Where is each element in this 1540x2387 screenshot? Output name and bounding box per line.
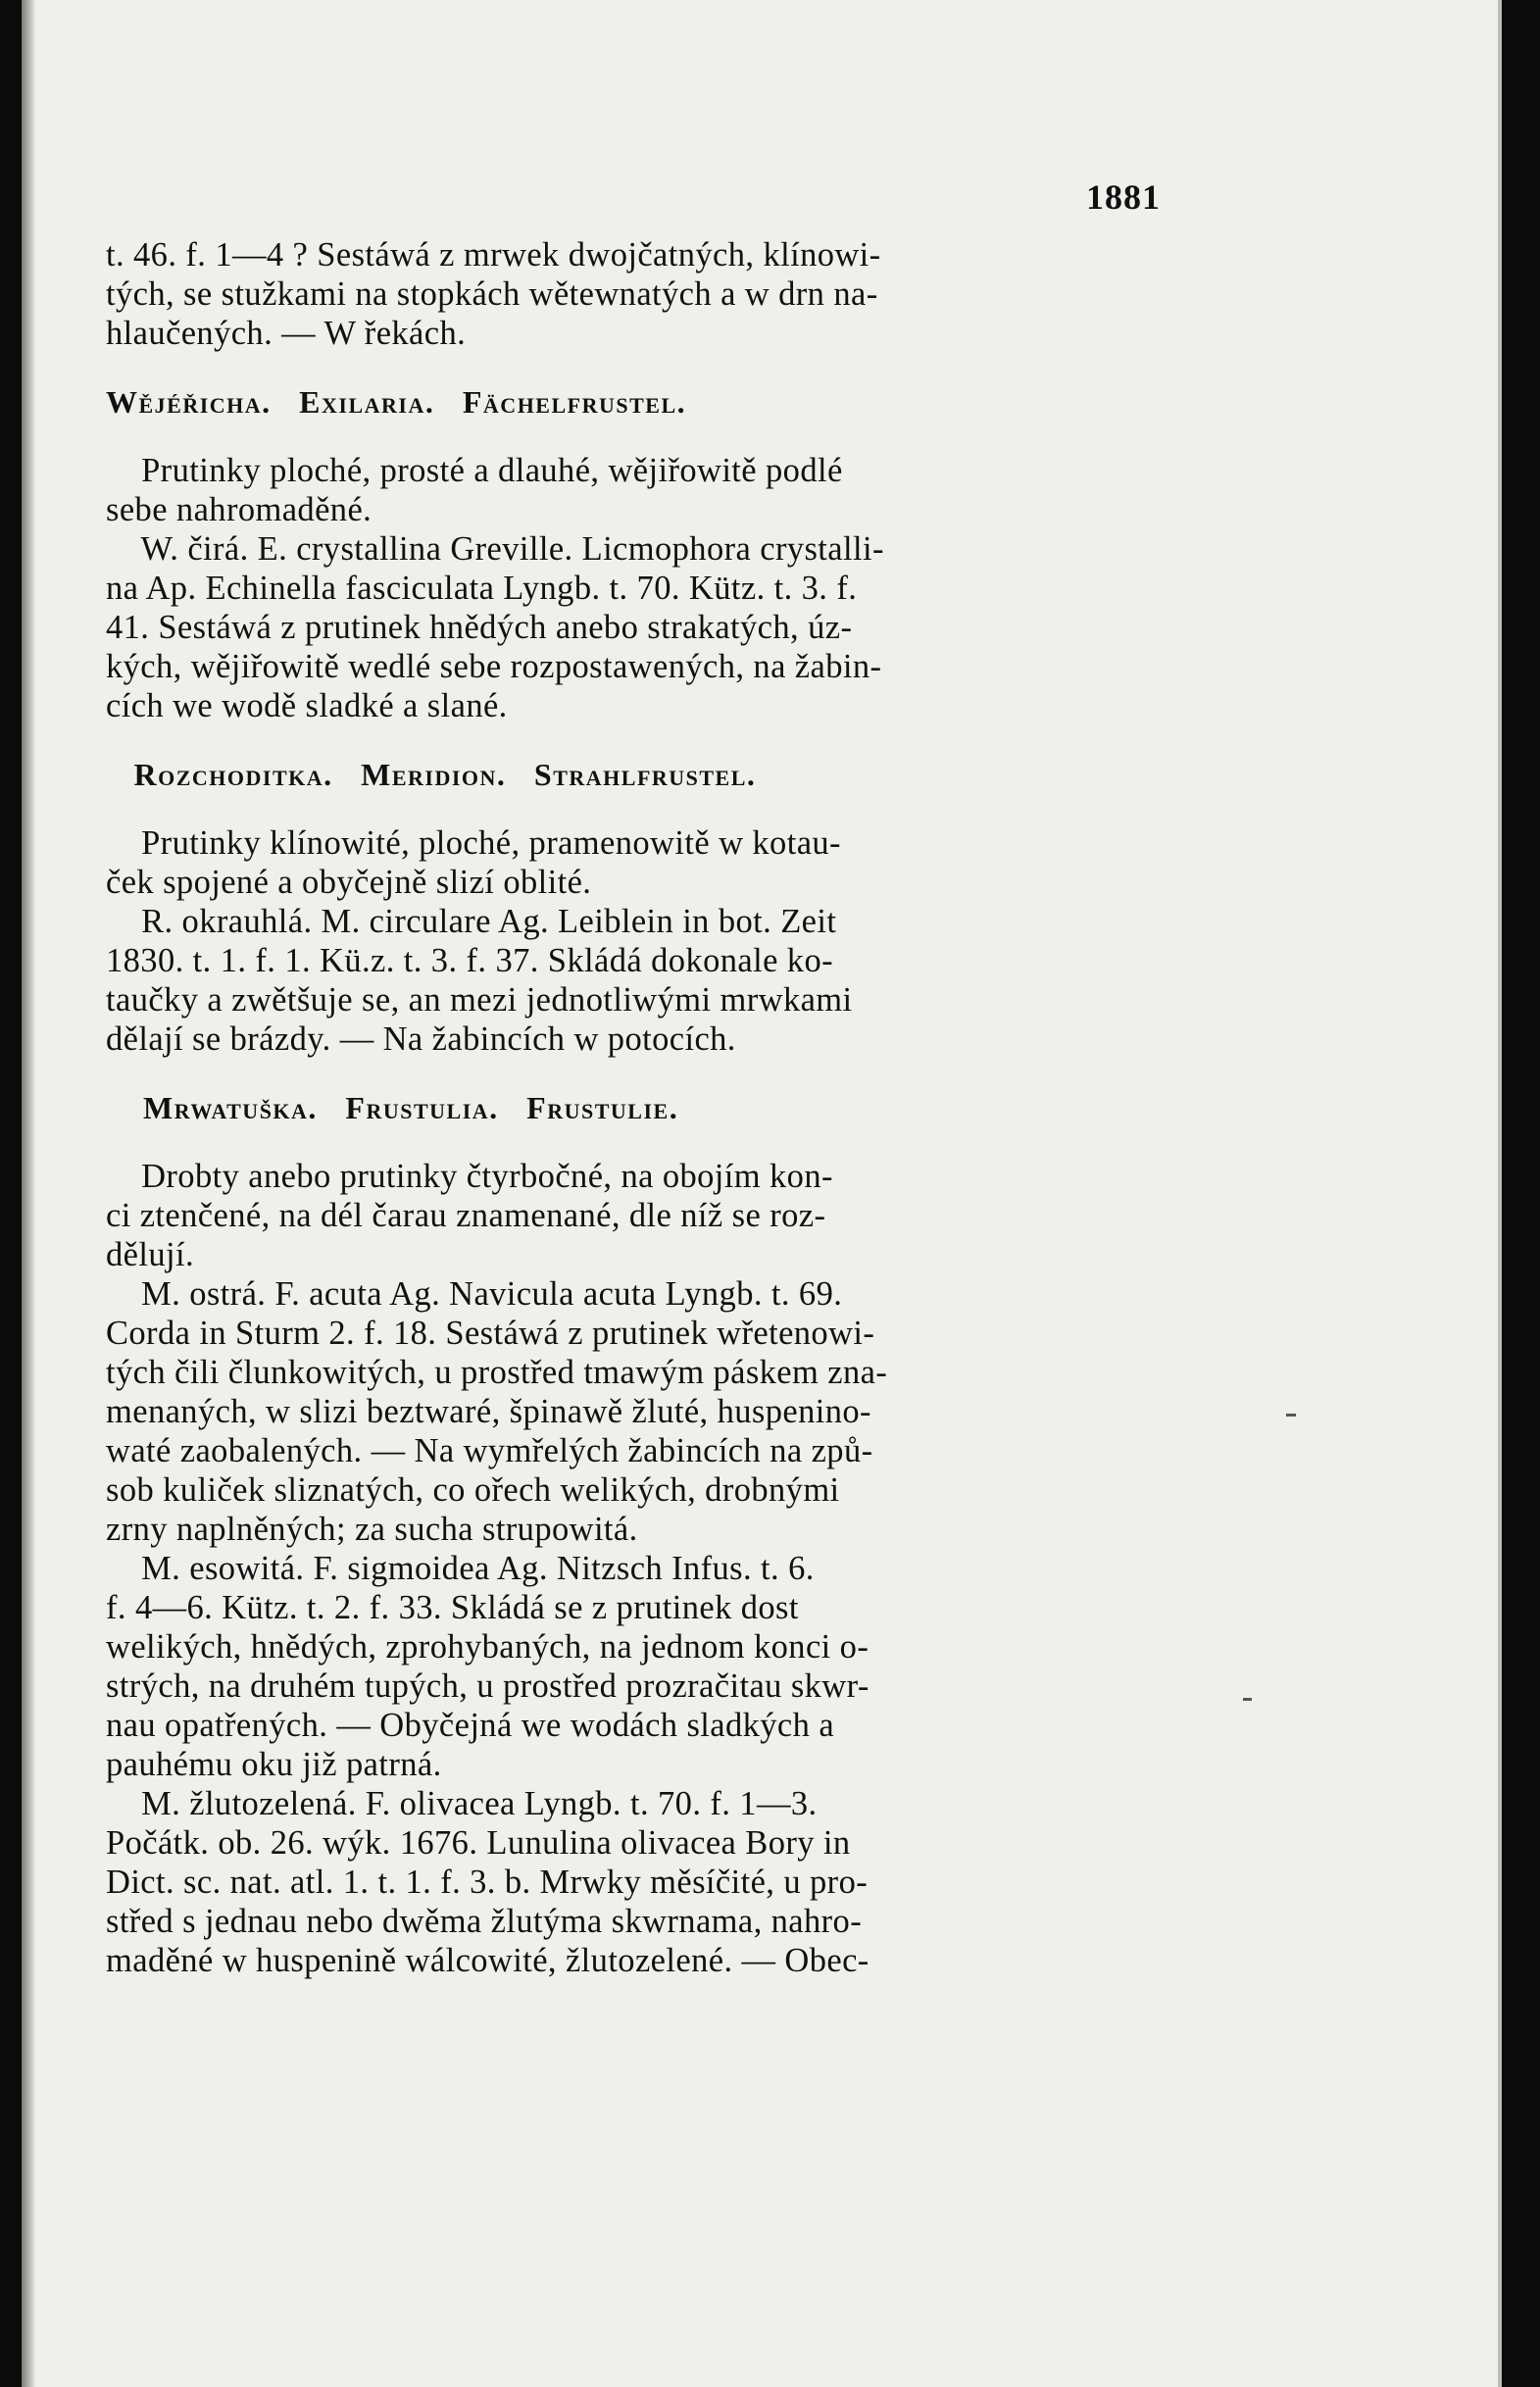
text-line: ci ztenčené, na dél čarau znamenané, dle níž se roz- <box>106 1197 826 1234</box>
text-line: welikých, hnědých, zprohybaných, na jednom konci o- <box>106 1628 869 1666</box>
text-line: taučky a zwětšuje se, an mezi jednotliwými mrwkami <box>106 981 853 1019</box>
text-line: tých, se stužkami na stopkách wětewnatých a w drn na- <box>106 275 878 313</box>
page-number: 1881 <box>1086 177 1161 217</box>
binding-shadow <box>22 0 35 2387</box>
paragraph-gap <box>106 1127 1169 1157</box>
text-line: M. žlutozelená. F. olivacea Lyngb. t. 70. f. 1—3. <box>106 1785 818 1822</box>
page-edge <box>1498 0 1502 2387</box>
paragraph-gap <box>106 725 1169 755</box>
genus-heading: Mrwatuška. Frustulia. Frustulie. <box>106 1090 679 1125</box>
paragraph-gap <box>106 794 1169 823</box>
text-line: Prutinky klínowité, ploché, pramenowitě w kotau- <box>106 824 841 862</box>
genus-heading: Rozchoditka. Meridion. Strahlfrustel. <box>106 757 757 792</box>
text-line: dělují. <box>106 1236 194 1273</box>
genus-heading: Wějéřicha. Exilaria. Fächelfrustel. <box>106 384 687 420</box>
scan-speck <box>1243 1698 1252 1701</box>
text-line: Počátk. ob. 26. wýk. 1676. Lunulina olivacea Bory in <box>106 1824 851 1862</box>
text-line: 41. Sestáwá z prutinek hnědých anebo strakatých, úz- <box>106 609 853 646</box>
text-line: 1830. t. 1. f. 1. Kü.z. t. 3. f. 37. Skládá dokonale ko- <box>106 942 833 979</box>
text-line: menaných, w slizi beztwaré, špinawě žluté, huspenino- <box>106 1393 871 1430</box>
text-line: pauhému oku již patrná. <box>106 1746 442 1783</box>
text-line: kých, wějiřowitě wedlé sebe rozpostawených, na žabin- <box>106 648 882 685</box>
text-line: maděné w huspenině wálcowité, žlutozelené. — Obec- <box>106 1942 869 1979</box>
page-text <box>106 235 1169 1980</box>
text-line: hlaučených. — W řekách. <box>106 315 467 352</box>
text-line: zrny naplněných; za sucha strupowitá. <box>106 1511 638 1548</box>
scan-speck <box>1286 1414 1296 1417</box>
text-line: W. čirá. E. crystallina Greville. Licmophora crystalli- <box>106 530 884 568</box>
text-line: na Ap. Echinella fasciculata Lyngb. t. 70. Kütz. t. 3. f. <box>106 570 858 607</box>
text-line: sebe nahromaděné. <box>106 491 373 528</box>
text-line: waté zaobalených. — Na wymřelých žabincích na způ- <box>106 1432 873 1469</box>
text-line: M. ostrá. F. acuta Ag. Navicula acuta Lyngb. t. 69. <box>106 1275 843 1313</box>
paragraph-gap <box>106 353 1169 382</box>
text-line: tých čili člunkowitých, u prostřed tmawým páskem zna- <box>106 1354 888 1391</box>
text-line: střed s jednau nebo dwěma žlutýma skwrnama, nahro- <box>106 1903 863 1940</box>
text-line: cích we wodě sladké a slané. <box>106 687 508 724</box>
text-line: Drobty anebo prutinky čtyrbočné, na obojím kon- <box>106 1158 833 1195</box>
text-line: Corda in Sturm 2. f. 18. Sestáwá z prutinek wřetenowi- <box>106 1315 875 1352</box>
text-line: sob kuliček sliznatých, co ořech welikých, drobnými <box>106 1471 840 1509</box>
paragraph-gap <box>106 1059 1169 1088</box>
text-line: t. 46. f. 1—4 ? Sestáwá z mrwek dwojčatných, klínowi- <box>106 236 881 274</box>
text-line: M. esowitá. F. sigmoidea Ag. Nitzsch Infus. t. 6. <box>106 1550 815 1587</box>
text-line: ček spojené a obyčejně slizí oblité. <box>106 864 592 901</box>
text-line: Prutinky ploché, prosté a dlauhé, wějiřowitě podlé <box>106 452 843 489</box>
paragraph-gap <box>106 422 1169 451</box>
text-line: dělají se brázdy. — Na žabincích w potocích. <box>106 1020 736 1058</box>
text-line: R. okrauhlá. M. circulare Ag. Leiblein in bot. Zeit <box>106 903 837 940</box>
text-line: Dict. sc. nat. atl. 1. t. 1. f. 3. b. Mrwky měsíčité, u pro- <box>106 1864 869 1901</box>
text-line: nau opatřených. — Obyčejná we wodách sladkých a <box>106 1707 835 1744</box>
text-line: f. 4—6. Kütz. t. 2. f. 33. Skládá se z prutinek dost <box>106 1589 799 1626</box>
text-line: strých, na druhém tupých, u prostřed prozračitau skwr- <box>106 1667 869 1705</box>
